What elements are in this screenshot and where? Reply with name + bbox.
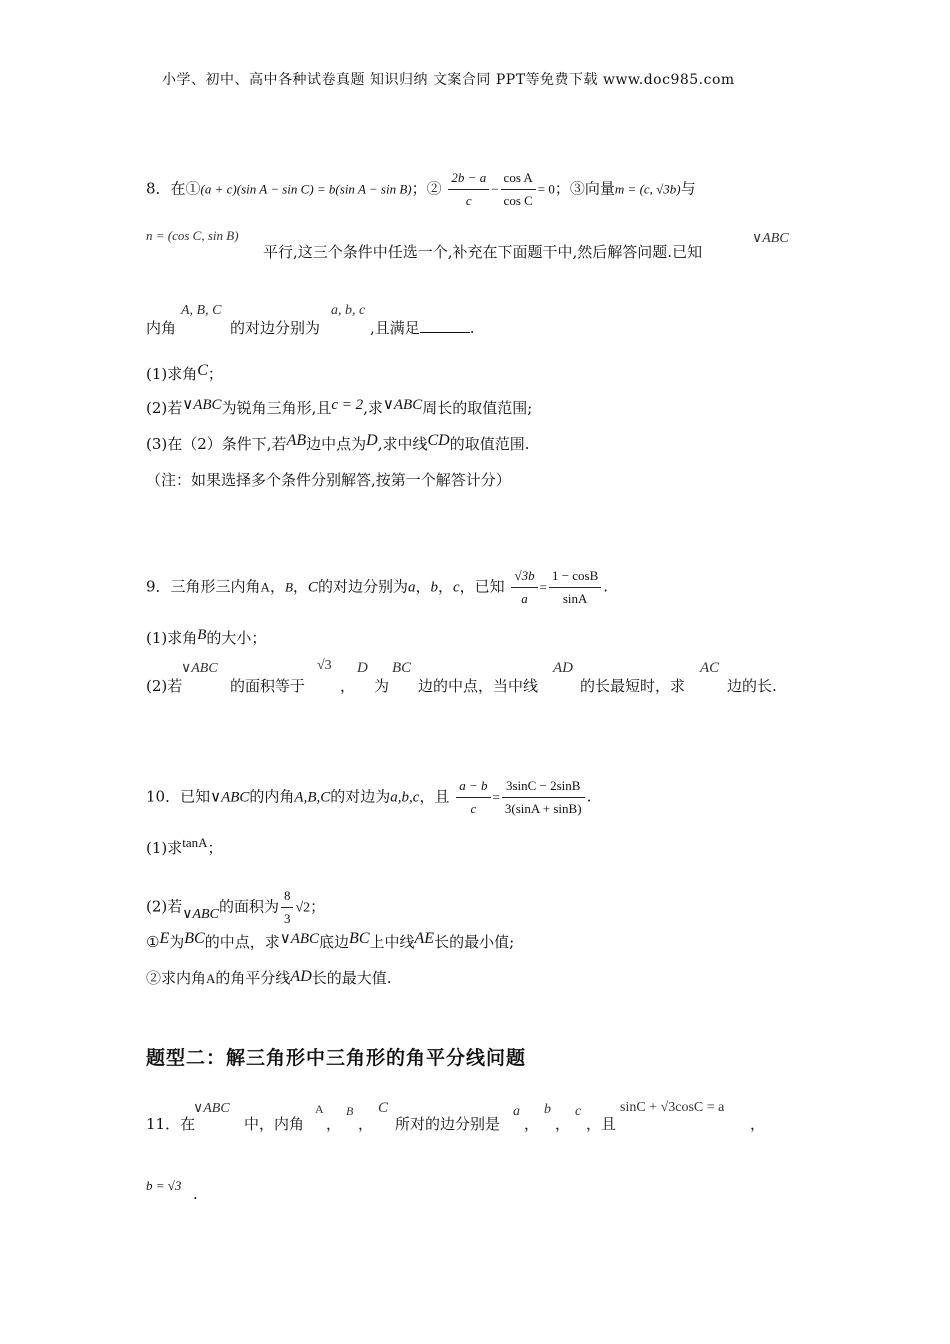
page-header: 小学、初中、高中各种试卷真题 知识归纳 文案合同 PPT等免费下载 www.doc985.com	[162, 72, 735, 88]
q9-side-a: a	[407, 579, 416, 596]
q10-sub-1-triangle: ∨ABC	[279, 931, 320, 947]
q10-sub-1-text-3: 上中线	[369, 933, 415, 951]
q10-text-2: 的对边为	[330, 787, 391, 806]
q11-number: 11．在	[146, 1115, 196, 1133]
q9-fraction-1: $\frac{√3b}{a}$	[511, 566, 537, 609]
q11-side-b: b	[544, 1102, 551, 1117]
q8-part-3-text: 边中点为	[306, 435, 367, 453]
q10-sub-2-ad: AD	[290, 968, 312, 985]
q8-part-3-cd: CD	[427, 432, 450, 449]
q10-text-3: ，且	[419, 787, 450, 806]
q8-line-3a: 内角	[146, 319, 177, 337]
q10-sub-1-end: 长的最小值;	[434, 933, 515, 951]
q9-part-2: (2)若	[146, 677, 183, 695]
q10-fraction-1: $\frac{a - b}{c}$	[456, 776, 490, 819]
q9-angle-c: C	[307, 579, 318, 596]
q8-sides: a, b, c	[331, 303, 366, 318]
q10-sub-1-bc: BC	[184, 930, 205, 947]
q10-sub-1-e: E	[159, 930, 170, 947]
q10-sides: a,b,c	[390, 789, 420, 806]
q8-cond2-fraction-2: $\frac{\text{cos A}}{\text{cos C}}$	[501, 168, 536, 211]
q9-part-2-bc: BC	[392, 660, 412, 676]
q9-angle-b: B	[284, 579, 293, 595]
q8-triangle-1: ∨ABC	[752, 231, 789, 246]
q10-part-2-fraction: $\frac{8}{3}$	[281, 886, 294, 929]
q9-comma-1: ，	[269, 577, 285, 596]
q9-angle-a: A	[260, 579, 270, 595]
q9-side-b: b	[430, 579, 438, 596]
q9-text-2: ，已知	[459, 577, 505, 596]
q10-equals: =	[492, 789, 500, 805]
q8-part-2-triangle: ∨ABC	[182, 397, 222, 413]
q8-part-2: (2)若	[146, 399, 183, 417]
q9-equals: =	[539, 579, 547, 595]
q10-angles: A,B,C	[294, 789, 331, 806]
q9-part-2-triangle: ∨ABC	[181, 661, 218, 676]
section-heading: 题型二：解三角形中三角形的角平分线问题	[146, 1047, 527, 1069]
q10-part-1: (1)求	[146, 839, 183, 857]
q8-cond2-fraction-1: $\frac{2b - a}{c}$	[448, 168, 489, 211]
q8-part-3-ab: AB	[286, 432, 307, 449]
q11-b-value: b = √3	[146, 1178, 182, 1193]
q8-part-3-text-2: ,求中线	[377, 435, 428, 453]
q11-angle-b: B	[346, 1104, 354, 1118]
q10-sub-2: ②求内角	[146, 969, 207, 987]
q11-text-3: ，且	[586, 1115, 617, 1133]
q9-comma-4: ，	[437, 577, 453, 596]
q8-with: 与	[680, 179, 696, 198]
q10-part-1-end: ；	[207, 839, 223, 857]
q10-sub-2-end: 长的最大值.	[311, 969, 392, 987]
q9-part-2-comma: ，	[340, 677, 356, 695]
q10-sub-1: ①	[146, 933, 160, 951]
q9-part-2-sqrt3: √3	[317, 658, 332, 673]
q9-number: 9．三角形三内角	[146, 577, 261, 596]
q8-line-3c: ,且满足	[370, 319, 420, 337]
q8-part-1-end: ；	[207, 365, 223, 383]
q11-angle-c: C	[378, 1100, 389, 1116]
q8-cond2-minus: −	[491, 181, 499, 197]
q9-part-2-text: 的面积等于	[230, 677, 306, 695]
q8-condition-3: m = (c, √3b)	[614, 181, 681, 197]
q10-number: 10．已知	[146, 787, 211, 806]
q11-angle-a: A	[315, 1102, 324, 1116]
q9-fraction-2: $\frac{1 - \cos B}{\sin A}$	[549, 566, 601, 609]
q9-part-1-b: B	[197, 627, 207, 643]
q8-number: 8．在①	[146, 179, 201, 198]
q10-sub-2-a: A	[206, 971, 216, 986]
q8-part-3: (3)在（2）条件下,若	[146, 435, 287, 453]
q11-triangle: ∨ABC	[193, 1101, 230, 1116]
q8-cond2-eq: = 0	[537, 181, 555, 197]
q9-part-2-d: D	[357, 660, 368, 676]
q8-part-2-triangle-2: ∨ABC	[382, 397, 423, 413]
q9-part-1-end: 的大小；	[206, 629, 267, 647]
q8-part-2-text-2: ,求	[363, 399, 383, 417]
q8-part-3-end: 的取值范围.	[449, 435, 530, 453]
q8-note: （注：如果选择多个条件分别解答,按第一个解答计分）	[146, 471, 511, 489]
q11-text-2: 所对的边分别是	[395, 1115, 501, 1133]
q8-part-3-d: D	[366, 432, 378, 449]
q10-part-2-sqrt2: √2	[295, 900, 311, 916]
q10-part-2-triangle: ∨ABC	[182, 906, 219, 922]
q10-part-2-end: ；	[310, 897, 326, 916]
q8-condition-1: (a + c)(sin A − sin C) = b(sin A − sin B)	[200, 181, 412, 197]
q9-part-2-text-3: 的长最短时，求	[580, 677, 686, 695]
q11-comma-2: ，	[358, 1115, 374, 1133]
q8-part-1: (1)求角	[146, 365, 198, 383]
q9-text-1: 的对边分别为	[317, 577, 408, 596]
q8-sep-2: ；③向量	[554, 179, 615, 198]
q9-part-2-ad: AD	[553, 660, 573, 676]
q8-line-3d: .	[469, 319, 475, 337]
q11-end: .	[193, 1185, 198, 1203]
q9-part-2-wei: 为	[374, 677, 390, 695]
q10-sub-1-bc-2: BC	[349, 930, 370, 947]
q8-line-3b: 的对边分别为	[230, 319, 321, 337]
q11-text-1: 中，内角	[244, 1115, 305, 1133]
q10-sub-2-text: 的角平分线	[215, 969, 291, 987]
q10-triangle: ∨ABC	[210, 789, 250, 806]
q8-sep-1: ；②	[411, 179, 442, 198]
q10-sub-1-text: 的中点，求	[204, 933, 280, 951]
q11-comma-1: ，	[326, 1115, 342, 1133]
q10-text-1: 的内角	[249, 787, 295, 806]
q10-part-2-text: 的面积为	[218, 897, 279, 916]
q9-comma-2: ，	[292, 577, 308, 596]
q11-comma-4: ，	[555, 1115, 571, 1133]
q8-n-vector: n = (cos C, sin B)	[146, 228, 239, 243]
q8-part-2-end: 周长的取值范围;	[422, 399, 533, 417]
q9-part-2-text-2: 边的中点，当中线	[418, 677, 539, 695]
q8-angles: A, B, C	[181, 303, 222, 318]
q8-part-2-c: c = 2	[331, 397, 364, 413]
q11-comma-5: ，	[750, 1115, 766, 1133]
q11-comma-3: ，	[524, 1115, 540, 1133]
q11-side-a: a	[513, 1104, 520, 1119]
q10-sub-1-ae: AE	[414, 930, 435, 947]
q10-sub-1-wei: 为	[169, 933, 185, 951]
q8-part-1-angle: C	[197, 362, 208, 379]
q10-part-2: (2)若	[146, 897, 183, 916]
q9-end: .	[603, 577, 609, 596]
q9-comma-3: ，	[415, 577, 431, 596]
q8-part-2-text: 为锐角三角形,且	[221, 399, 332, 417]
q9-side-c: c	[452, 579, 460, 596]
q10-sub-1-text-2: 底边	[319, 933, 350, 951]
q9-part-2-ac: AC	[700, 660, 720, 676]
q11-condition: sinC + √3cosC = a	[620, 1100, 725, 1115]
q9-part-2-end: 边的长.	[727, 677, 777, 695]
q10-fraction-2: $\frac{3\sin C - 2\sin B}{3(\sin A + \sin B)}$	[502, 776, 585, 819]
q11-side-c: c	[575, 1104, 582, 1119]
q8-answer-blank[interactable]	[420, 318, 470, 333]
q8-line-2: 平行,这三个条件中任选一个,补充在下面题干中,然后解答问题.已知	[263, 243, 703, 261]
q9-part-1: (1)求角	[146, 629, 198, 647]
q10-end: .	[586, 787, 592, 806]
q10-part-1-tan: tanA	[182, 835, 208, 850]
